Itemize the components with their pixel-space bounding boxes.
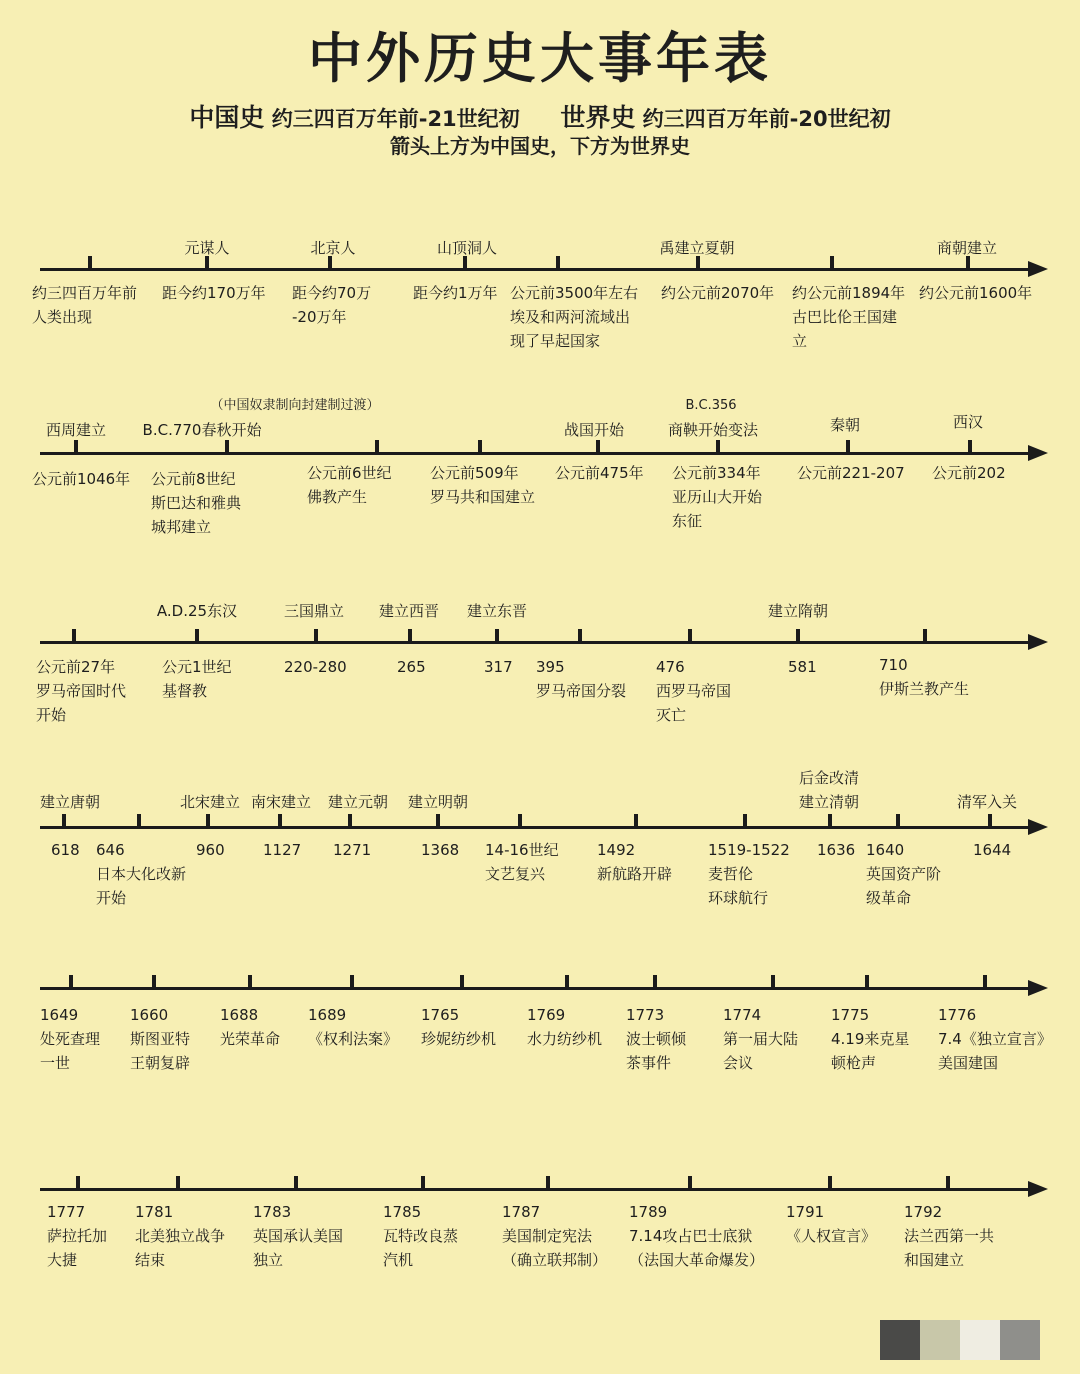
swatch-olive — [920, 1320, 960, 1360]
timeline-tick — [375, 440, 379, 453]
world-history-event: 618 — [51, 841, 80, 859]
timeline-axis — [40, 641, 1030, 644]
china-history-event: 西汉 — [952, 413, 984, 431]
timeline-tick — [206, 814, 210, 827]
china-history-event: 山顶洞人 — [436, 239, 498, 257]
timeline-tick — [565, 975, 569, 988]
china-history-event: 商朝建立 — [936, 239, 998, 257]
china-history-event: 战国开始 — [563, 421, 625, 439]
world-history-event: 公元前509年 罗马共和国建立 — [430, 464, 536, 506]
world-history-event: 1492 新航路开辟 — [597, 841, 673, 883]
world-history-event: 1688 光荣革命 — [220, 1006, 281, 1048]
timeline-tick — [688, 629, 692, 642]
world-history-event: 公元前334年 亚历山大开始 东征 — [672, 464, 763, 530]
world-history-event: 1791 《人权宣言》 — [786, 1203, 877, 1245]
world-history-event: 317 — [484, 658, 513, 676]
timeline-axis — [40, 987, 1030, 990]
china-history-event: 建立东晋 — [466, 602, 528, 620]
world-history-event: 公元前6世纪 佛教产生 — [307, 464, 392, 506]
timeline-tick — [350, 975, 354, 988]
subtitle — [0, 98, 1080, 134]
timeline-tick — [495, 629, 499, 642]
china-history-event: 建立隋朝 — [767, 602, 829, 620]
china-history-event: 建立元朝 — [327, 793, 389, 811]
china-history-event: 北宋建立 — [179, 793, 241, 811]
china-history-event: 后金改清 建立清朝 — [798, 769, 860, 811]
world-history-event: 1792 法兰西第一共 和国建立 — [904, 1203, 995, 1269]
china-history-event: 北京人 — [310, 239, 356, 257]
timeline-tick — [896, 814, 900, 827]
world-history-event: 公元前1046年 — [32, 470, 131, 488]
china-history-event: B.C.770春秋开始 — [142, 421, 262, 439]
world-history-event: 公元前202 — [932, 464, 1006, 482]
world-history-event: 1519-1522 麦哲伦 环球航行 — [708, 841, 790, 907]
world-history-event: 710 伊斯兰教产生 — [879, 656, 970, 698]
world-history-event: 1271 — [333, 841, 372, 859]
world-history-event: 公元前3500年左右 埃及和两河流域出 现了早起国家 — [510, 284, 639, 350]
world-history-event: 1787 美国制定宪法 （确立联邦制） — [502, 1203, 608, 1269]
world-history-event: 1644 — [973, 841, 1012, 859]
china-history-event: 商鞅开始变法 — [667, 421, 759, 439]
timeline-tick — [518, 814, 522, 827]
world-history-event: 1765 珍妮纺纱机 — [421, 1006, 497, 1048]
world-history-event: 1785 瓦特改良蒸 汽机 — [383, 1203, 459, 1269]
world-history-event: 距今约1万年 — [413, 284, 498, 302]
timeline-tick — [478, 440, 482, 453]
world-history-event: 1769 水力纺纱机 — [527, 1006, 603, 1048]
timeline-tick — [348, 814, 352, 827]
legend-note: 箭头上方为中国史，下方为世界史 — [390, 134, 690, 158]
timeline-tick — [278, 814, 282, 827]
china-history-event: A.D.25东汉 — [156, 602, 238, 620]
china-history-event: 西周建立 — [45, 421, 107, 439]
world-history-event: 1640 英国资产阶 级革命 — [866, 841, 942, 907]
china-history-event: 三国鼎立 — [283, 602, 345, 620]
arrow-head-icon — [1028, 819, 1048, 835]
world-history-event: 1127 — [263, 841, 302, 859]
timeline-tick — [983, 975, 987, 988]
timeline-tick — [460, 975, 464, 988]
world-history-event: 距今约170万年 — [162, 284, 266, 302]
timeline-tick — [314, 629, 318, 642]
swatch-light — [960, 1320, 1000, 1360]
world-history-event: 960 — [196, 841, 225, 859]
timeline-tick — [743, 814, 747, 827]
timeline-tick — [923, 629, 927, 642]
world-history-label: 世界史 — [560, 103, 636, 132]
world-history-event: 1649 处死查理 一世 — [40, 1006, 101, 1072]
timeline-tick — [556, 256, 560, 269]
world-history-event: 14-16世纪 文艺复兴 — [485, 841, 559, 883]
world-history-event: 约公元前1894年 古巴比伦王国建 立 — [792, 284, 906, 350]
world-history-event: 约公元前2070年 — [661, 284, 775, 302]
world-history-event: 1660 斯图亚特 王朝复辟 — [130, 1006, 191, 1072]
china-history-event: 建立唐朝 — [39, 793, 101, 811]
world-history-event: 1773 波士顿倾 茶事件 — [626, 1006, 687, 1072]
china-history-event: 秦朝 — [829, 416, 861, 434]
china-history-event: B.C.356 — [685, 398, 737, 413]
timeline-tick — [968, 440, 972, 453]
timeline-tick — [69, 975, 73, 988]
world-history-range: 约三四百万年前-20世纪初 — [642, 107, 891, 131]
swatch-dark — [880, 1320, 920, 1360]
china-history-event: 清军入关 — [956, 793, 1018, 811]
world-history-event: 395 罗马帝国分裂 — [536, 658, 627, 700]
timeline-tick — [176, 1176, 180, 1189]
timeline-tick — [72, 629, 76, 642]
timeline-tick — [846, 440, 850, 453]
swatch-gray — [1000, 1320, 1040, 1360]
timeline-tick — [88, 256, 92, 269]
china-history-label: 中国史 — [189, 103, 265, 132]
arrow-head-icon — [1028, 1181, 1048, 1197]
world-history-event: 646 日本大化改新 开始 — [96, 841, 187, 907]
world-history-event: 220-280 — [284, 658, 347, 676]
world-history-event: 公元前27年 罗马帝国时代 开始 — [36, 658, 127, 724]
world-history-event: 476 西罗马帝国 灭亡 — [656, 658, 732, 724]
timeline-axis — [40, 268, 1030, 271]
timeline-tick — [546, 1176, 550, 1189]
timeline-tick — [653, 975, 657, 988]
world-history-event: 1775 4.19来克星 顿枪声 — [831, 1006, 910, 1072]
world-history-event: 581 — [788, 658, 817, 676]
world-history-event: 1781 北美独立战争 结束 — [135, 1203, 226, 1269]
arrow-head-icon — [1028, 261, 1048, 277]
timeline-tick — [634, 814, 638, 827]
china-history-event: 南宋建立 — [250, 793, 312, 811]
world-history-event: 1777 萨拉托加 大捷 — [47, 1203, 108, 1269]
timeline-axis — [40, 1188, 1030, 1191]
world-history-event: 公元前8世纪 斯巴达和雅典 城邦建立 — [151, 470, 242, 536]
world-history-event: 1636 — [817, 841, 856, 859]
timeline-tick — [152, 975, 156, 988]
world-history-event: 约公元前1600年 — [919, 284, 1033, 302]
timeline-tick — [771, 975, 775, 988]
china-history-event: （中国奴隶制向封建制过渡） — [210, 398, 380, 413]
timeline-tick — [436, 814, 440, 827]
china-history-event: 建立西晋 — [378, 602, 440, 620]
timeline-tick — [830, 256, 834, 269]
timeline-axis — [40, 452, 1030, 455]
arrow-head-icon — [1028, 980, 1048, 996]
world-history-event: 1774 第一届大陆 会议 — [723, 1006, 799, 1072]
timeline-tick — [865, 975, 869, 988]
timeline-tick — [76, 1176, 80, 1189]
page-title: 中外历史大事年表 — [308, 27, 772, 90]
timeline-tick — [688, 1176, 692, 1189]
world-history-event: 1789 7.14攻占巴士底狱 （法国大革命爆发） — [629, 1203, 765, 1269]
timeline-tick — [796, 629, 800, 642]
world-history-event: 距今约70万 -20万年 — [292, 284, 372, 326]
world-history-event: 约三四百万年前 人类出现 — [32, 284, 138, 326]
arrow-head-icon — [1028, 445, 1048, 461]
timeline-tick — [421, 1176, 425, 1189]
timeline-tick — [828, 814, 832, 827]
world-history-event: 公元前221-207 — [797, 464, 905, 482]
timeline-tick — [137, 814, 141, 827]
china-history-range: 约三四百万年前-21世纪初 — [271, 107, 520, 131]
timeline-tick — [578, 629, 582, 642]
timeline-tick — [988, 814, 992, 827]
world-history-event: 265 — [397, 658, 426, 676]
china-history-event: 禹建立夏朝 — [659, 239, 735, 257]
world-history-event: 公元1世纪 基督教 — [162, 658, 232, 700]
world-history-event: 1689 《权利法案》 — [308, 1006, 399, 1048]
timeline-tick — [408, 629, 412, 642]
timeline-axis — [40, 826, 1030, 829]
world-history-event: 公元前475年 — [555, 464, 644, 482]
timeline-tick — [946, 1176, 950, 1189]
timeline-tick — [828, 1176, 832, 1189]
world-history-event: 1783 英国承认美国 独立 — [253, 1203, 344, 1269]
china-history-event: 建立明朝 — [407, 793, 469, 811]
timeline-tick — [195, 629, 199, 642]
world-history-event: 1368 — [421, 841, 460, 859]
world-history-event: 1776 7.4《独立宣言》 美国建国 — [938, 1006, 1052, 1072]
timeline-tick — [62, 814, 66, 827]
timeline-tick — [248, 975, 252, 988]
arrow-head-icon — [1028, 634, 1048, 650]
timeline-tick — [294, 1176, 298, 1189]
china-history-event: 元谋人 — [184, 239, 230, 257]
